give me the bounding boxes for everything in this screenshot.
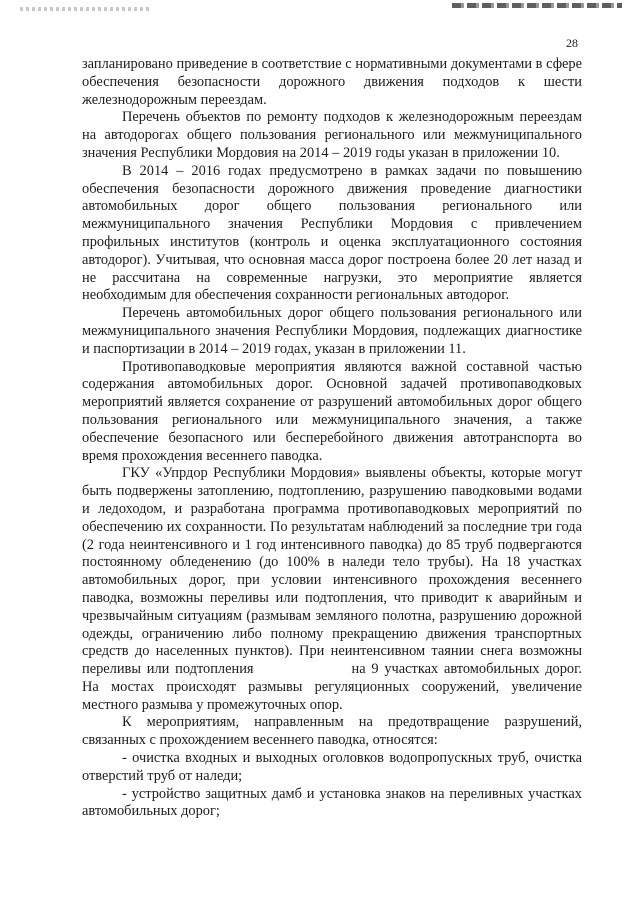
paragraph-4: Перечень автомобильных дорог общего пользования регионального или межмуниципального значения Республики Мордовия, подлежащих диагностике и паспортизации в 2014 – 2019 годах, указан в приложении 11.	[82, 305, 582, 357]
paragraph-6-part-b: на 9 участках автомобильных дорог. На мостах происходят размывы регуляционных сооружений, увеличение местного размыва у промежуточных опор.	[82, 661, 582, 713]
list-item: - устройство защитных дамб и установка знаков на переливных участках автомобильных дорог;	[82, 785, 582, 820]
list-item: - очистка входных и выходных оголовков водопропускных труб, очистка отверстий труб от наледи;	[82, 750, 582, 784]
scan-artifact-left	[20, 7, 150, 11]
scan-artifact-right	[452, 3, 622, 8]
document-body	[82, 56, 582, 821]
paragraph-1: запланировано приведение в соответствие с нормативными документами в сфере обеспечения безопасности дорожного движения подходов к шести железнодорожным переездам.	[82, 56, 582, 108]
paragraph-6	[82, 465, 582, 714]
paragraph-6-part-a: ГКУ «Упрдор Республики Мордовия» выявлены объекты, которые могут быть подвержены затоплению, подтоплению, разрушению паводковыми водами и ледоходом, и разработана программа противопаводковых мероприятий по обеспечению их сохранности. По результатам наблюдений за последние три года (2 года неинтенсивного и 1 год интенсивного паводка) до 85 труб подвергаются постоянному обледенению (до 100% в наледи тело трубы). На 18 участках автомобильных дорог, при условии интенсивного прохождения весеннего паводка, возможны переливы или подтопления, что приводит к аварийным и чрезвычайным ситуациям (размывам земляного полотна, разрушению дорожной одежды, ограничению либо полному прекращению движения транспортных средств до населенных пунктов). При неинтенсивном таянии снега возможны переливы или подтопления	[82, 465, 582, 678]
paragraph-7: К мероприятиям, направленным на предотвращение разрушений, связанных с прохождением весеннего паводка, относятся:	[82, 714, 582, 749]
page-number: 28	[566, 36, 578, 50]
paragraph-3: В 2014 – 2016 годах предусмотрено в рамках задачи по повышению обеспечения безопасности дорожного движения проведение диагностики автомобильных дорог общего пользования регионального или межмуниципального значения Республики Мордовия с привлечением профильных институтов (контроль и оценка эксплуатационного состояния автодорог). Учитывая, что основная масса дорог построена более 20 лет назад и не рассчитана на современные нагрузки, это мероприятие является необходимым для обеспечения сохранности региональных автодорог.	[82, 162, 582, 304]
paragraph-2: Перечень объектов по ремонту подходов к железнодорожным переездам на автодорогах общего пользования регионального или межмуниципального значения Республики Мордовия на 2014 – 2019 годы указан в приложении 10.	[82, 109, 582, 161]
paragraph-5: Противопаводковые мероприятия являются важной составной частью содержания автомобильных дорог. Основной задачей противопаводковых мероприятий является сохранение от разрушений автомобильных дорог общего пользования регионального или межмуниципального значения, а также обеспечение безопасного или бесперебойного движения автотранспорта во время прохождения весеннего паводка.	[82, 358, 582, 464]
